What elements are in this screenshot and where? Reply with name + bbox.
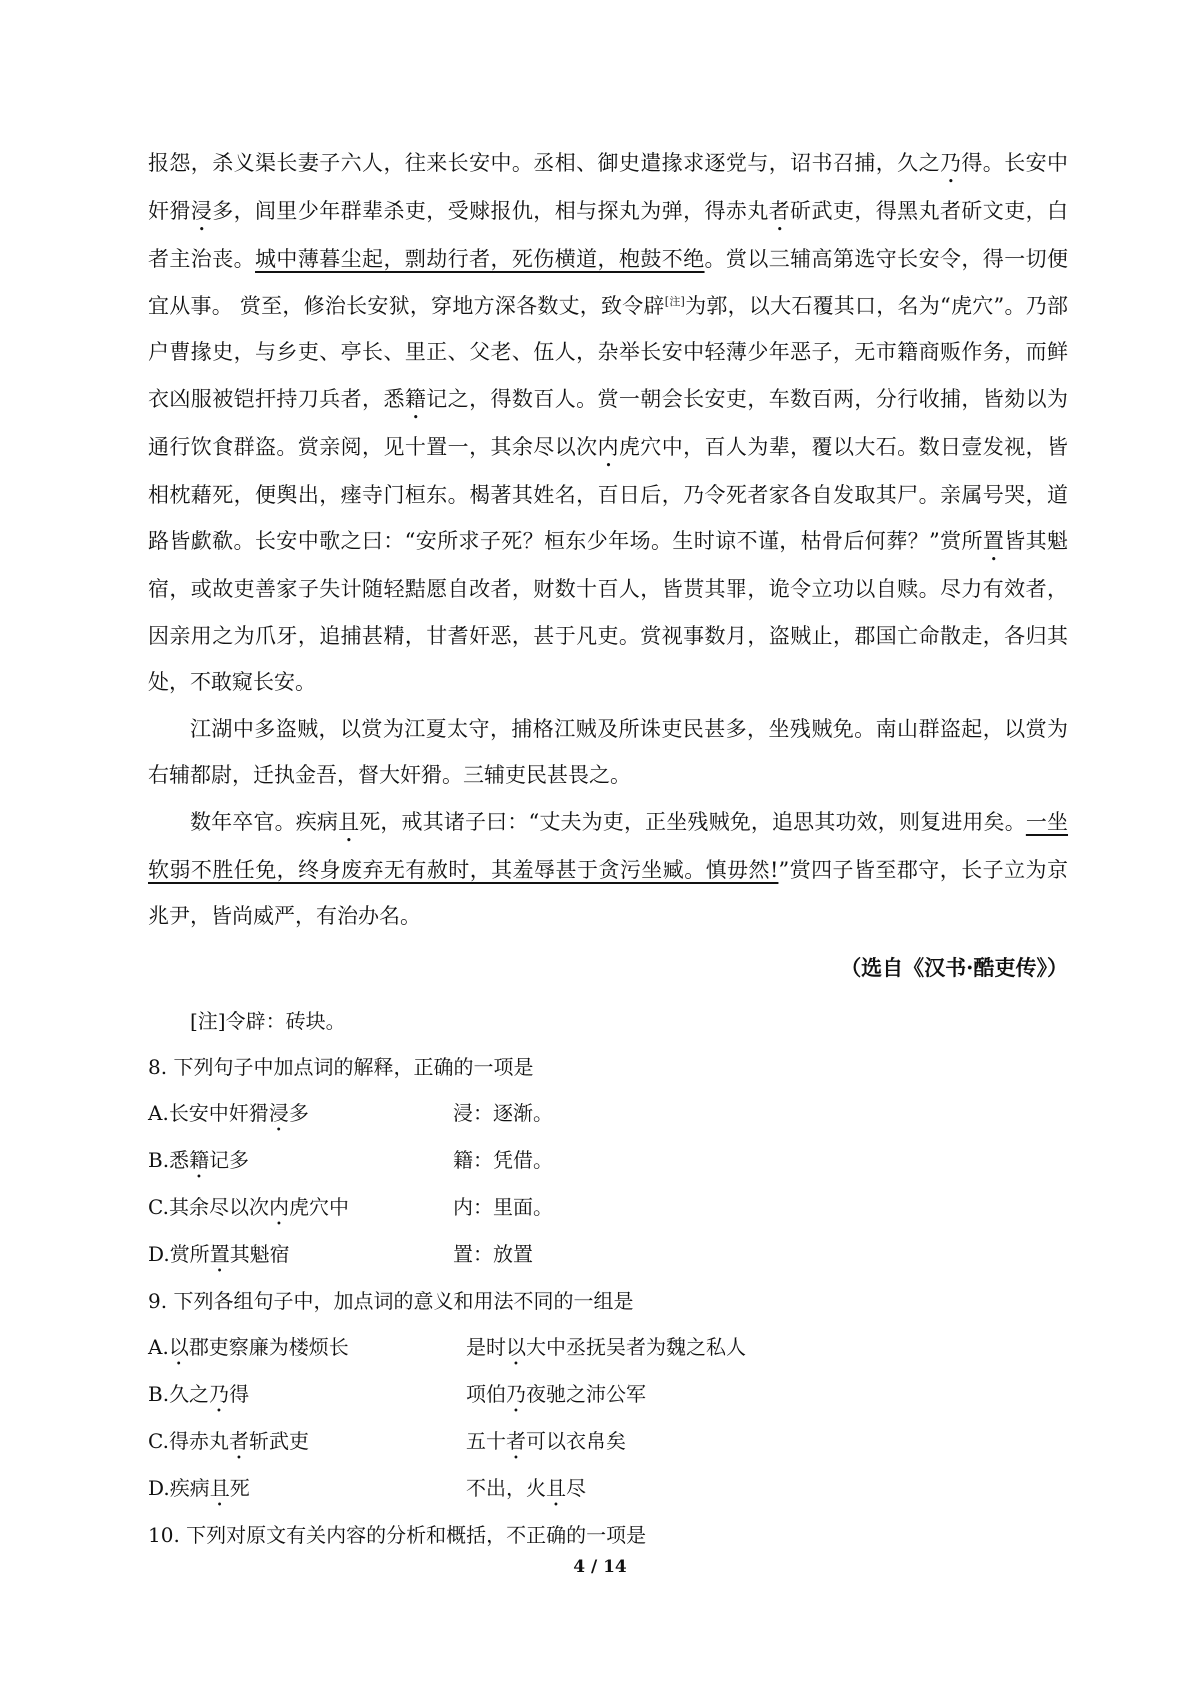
underlined-sentence: 城中薄暮尘起，剽劫行者，死伤横道，枹鼓不绝 [255, 247, 705, 271]
dotted-word: 且 [209, 1475, 230, 1500]
document-page [148, 140, 1068, 1558]
text: 得。长安中奸猾 [148, 151, 1069, 223]
text: 皆其魁宿，或故吏善家子失计随轻黠愿自改者，财数十百人，皆贳其罪，诡令立功以自赎。尽力有效者，因亲用之为爪牙，追捕甚精，甘耆奸恶，甚于凡吏。赏视事数月，盗贼止，郡国亡命散走，各归其处，不敢窥长安。 [148, 529, 1069, 694]
option-letter: A. [148, 1334, 169, 1359]
text: 多 [288, 1100, 309, 1125]
question-10-stem: 10. 下列对原文有关内容的分析和概括，不正确的一项是 [148, 1522, 647, 1547]
text: 虎穴中 [288, 1194, 349, 1219]
text: 死 [229, 1475, 250, 1500]
text: 报怨，杀义渠长妻子六人，往来长安中。丞相、御史遣掾求逐党与，诏书召捕，久之 [148, 151, 940, 175]
option-explanation: 浸：逐渐。 [453, 1100, 553, 1125]
option-sentence-1 [148, 1324, 466, 1371]
question-8-stem: 8. 下列句子中加点词的解释，正确的一项是 [148, 1054, 534, 1079]
option-explanation: 籍：凭借。 [453, 1147, 553, 1172]
passage-paragraph-1 [148, 140, 1068, 706]
dotted-word: 者 [506, 1428, 526, 1453]
option-letter: A. [148, 1100, 169, 1125]
footnote-marker: [注] [664, 294, 685, 308]
text: 得赤丸 [168, 1428, 229, 1453]
text: 项伯 [466, 1381, 506, 1406]
option-explanation: 内：里面。 [453, 1194, 553, 1219]
text: 。赏以三辅高第选守长安令，得一切便宜从事。 赏至，修治长安狱，穿地方深各数丈，致令辟 [148, 247, 1069, 318]
question-9-stem: 9. 下列各组句子中，加点词的意义和用法不同的一组是 [148, 1288, 634, 1313]
text: 得 [229, 1381, 250, 1406]
dotted-word: 乃 [209, 1381, 230, 1406]
text: 斩武吏 [248, 1428, 309, 1453]
dotted-word: 者 [768, 199, 791, 223]
dotted-word: 浸 [190, 199, 213, 223]
q9-option-d [148, 1465, 1068, 1512]
dotted-word: 乃 [939, 151, 962, 175]
q8-option-b [148, 1137, 1068, 1184]
dotted-word: 置 [209, 1241, 230, 1266]
option-sentence-2 [466, 1371, 1068, 1418]
text: 为郭，以大石覆其口，名为“虎穴”。乃部户曹掾史，与乡吏、亭长、里正、父老、伍人，杂举长安中轻薄少年恶子，无市籍商贩作务，而鲜衣凶服被铠扞持刀兵者，悉 [148, 293, 1068, 411]
q9-option-c [148, 1418, 1068, 1465]
dotted-word: 者 [228, 1428, 249, 1453]
footnote: [注]令辟：砖块。 [190, 1008, 346, 1033]
option-sentence-1 [148, 1418, 466, 1465]
option-sentence-1 [148, 1465, 466, 1512]
text: 可以衣帛矣 [526, 1428, 626, 1453]
option-letter: C. [148, 1428, 169, 1453]
option-sentence-2 [466, 1465, 1068, 1512]
text: 数年卒官。疾病 [190, 809, 339, 834]
text: ”赏四子皆至郡守，长子立为京兆尹，皆尚威严，有治办名。 [148, 857, 1068, 928]
text: 其魁宿 [229, 1241, 290, 1266]
option-text [148, 1137, 453, 1184]
option-text [148, 1090, 453, 1137]
option-sentence-2 [466, 1324, 1068, 1371]
underlined-sentence: 一坐软弱不胜任免，终身废弃无有赦时，其羞辱甚于贪污坐臧。慎毋然! [148, 809, 1069, 882]
option-letter: B. [148, 1147, 170, 1172]
text: 死，戒其诸子曰：“丈夫为吏，正坐残贼免，追思其功效，则复进用矣。 [359, 809, 1026, 834]
text: 其余尽以次 [168, 1194, 269, 1219]
dotted-word: 籍 [189, 1147, 210, 1172]
dotted-word: 乃 [506, 1381, 526, 1406]
text: 尽 [566, 1475, 586, 1500]
passage-paragraph-3 [148, 799, 1068, 940]
dotted-word: 内 [597, 434, 619, 459]
dotted-word: 浸 [268, 1100, 289, 1125]
dotted-word: 且 [546, 1475, 566, 1500]
dotted-word: 置 [982, 529, 1005, 553]
q8-option-a [148, 1090, 1068, 1137]
passage-source: （选自《汉书·酷吏传》） [840, 954, 1068, 980]
text: 记之，得数百人。赏一朝会长安吏，车数百两，分行收捕，皆劾以为通行饮食群盗。赏亲阅，见十置一，其余尽以次 [148, 386, 1069, 459]
text: 疾病 [169, 1475, 210, 1500]
option-sentence-1 [148, 1371, 466, 1418]
q9-option-a [148, 1324, 1068, 1371]
text: 郡吏察廉为楼烦长 [188, 1334, 349, 1359]
page-number: 4 / 14 [573, 1557, 627, 1577]
dotted-word: 内 [268, 1194, 289, 1219]
text: 是时 [466, 1334, 506, 1359]
option-letter: C. [148, 1194, 169, 1219]
text: 不出，火 [466, 1475, 546, 1500]
text: 五十 [466, 1428, 506, 1453]
text: 虎穴中，百人为辈，覆以大石。数日壹发视，皆相枕藉死，便舆出，瘗寺门桓东。楬著其姓名，百日后，乃令死者家各自发取其尸。亲属号哭，道路皆歔欷。长安中歌之曰：“安所求子死？桓东少年场。生时谅不谨，枯骨后何葬？”赏所 [148, 434, 1068, 553]
option-letter: B. [148, 1381, 170, 1406]
text: 赏所 [169, 1241, 210, 1266]
option-explanation: 置：放置 [453, 1241, 533, 1266]
option-letter: D. [148, 1241, 170, 1266]
text: 多，闾里少年群辈杀吏，受赇报仇，相与探丸为弹，得赤丸 [212, 199, 769, 223]
dotted-word: 且 [338, 809, 360, 834]
q8-option-c [148, 1184, 1068, 1231]
text: 大中丞抚吴者为魏之私人 [526, 1334, 746, 1359]
option-text [148, 1231, 453, 1278]
option-sentence-2 [466, 1418, 1068, 1465]
text: 斫武吏，得黑丸者斫文吏，白者主治丧。 [148, 199, 1069, 271]
q9-option-b [148, 1371, 1068, 1418]
text: 夜驰之沛公军 [526, 1381, 646, 1406]
dotted-word: 以 [506, 1334, 526, 1359]
text: 久之 [169, 1381, 210, 1406]
dotted-word: 以 [168, 1334, 189, 1359]
text: 长安中奸猾 [168, 1100, 269, 1125]
dotted-word: 籍 [404, 386, 427, 411]
passage-paragraph-2: 江湖中多盗贼，以赏为江夏太守，捕格江贼及所诛吏民甚多，坐残贼免。南山群盗起，以赏为右辅都尉，迁执金吾，督大奸猾。三辅吏民甚畏之。 [148, 716, 1068, 787]
option-letter: D. [148, 1475, 170, 1500]
option-text [148, 1184, 453, 1231]
q8-option-d [148, 1231, 1068, 1278]
text: 悉 [169, 1147, 190, 1172]
text: 记多 [209, 1147, 250, 1172]
